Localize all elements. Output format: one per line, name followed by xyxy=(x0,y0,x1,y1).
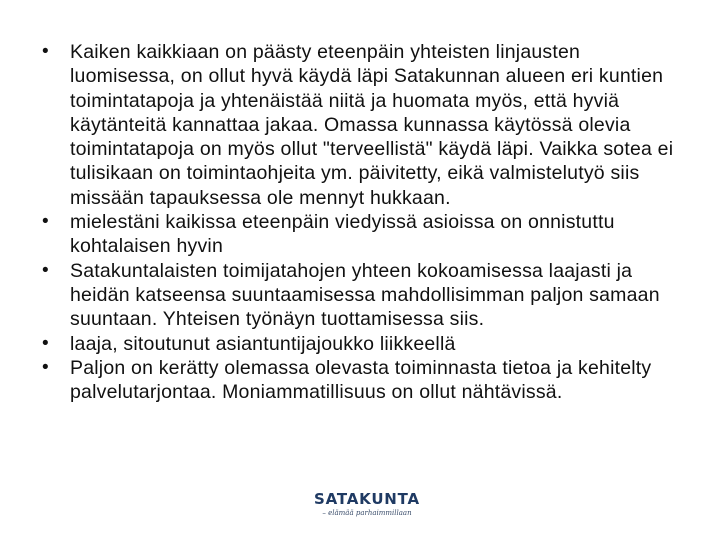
bullet-dot-icon: • xyxy=(42,41,49,62)
bullet-text: laaja, sitoutunut asiantuntijajoukko liikkeellä xyxy=(70,332,456,355)
bullet-text: Paljon on kerätty olemassa olevasta toiminnasta tietoa ja kehitelty palvelutarjontaa. Moniammatillisuus on ollut nähtävissä. xyxy=(70,356,652,404)
logo-tagline: – elämää parhaimmillaan xyxy=(322,509,412,517)
bullet-dot-icon: • xyxy=(42,211,49,233)
bullet-item xyxy=(42,259,682,332)
bullet-item xyxy=(42,40,682,210)
bullet-text: mielestäni kaikissa eteenpäin viedyissä asioissa on onnistuttu kohtalaisen hyvin xyxy=(70,211,615,258)
bullet-item xyxy=(42,332,682,356)
bullet-dot-icon: • xyxy=(42,259,49,281)
bullet-item xyxy=(42,356,682,405)
bullet-item xyxy=(42,210,682,259)
logo-wordmark: SATAKUNTA xyxy=(314,490,420,508)
bullet-text: Satakuntalaisten toimijatahojen yhteen kokoamisessa laajasti ja heidän katseensa suuntaamisessa mahdollisimman paljon samaan suuntaan. Yhteisen työnäyn tuottamisessa siis. xyxy=(70,259,660,331)
bullet-dot-icon: • xyxy=(42,356,49,378)
bullet-dot-icon: • xyxy=(42,332,49,354)
bullet-list xyxy=(42,40,682,404)
satakunta-logo xyxy=(312,490,422,518)
bullet-text: Kaiken kaikkiaan on päästy eteenpäin yhteisten linjausten luomisessa, on ollut hyvä käydä läpi Satakunnan alueen eri kuntien toimintatapoja ja yhtenäistää niitä ja huomata myös, että hyviä käytänteitä kannattaa jakaa. Omassa kunnassa käytössä olevia toimintatapoja on myös ollut "terveellistä" käydä läpi. Vaikka sotea ei tulisikaan on toimintaohjeita ym. päivitetty, eikä valmistelutyö siis missään tapauksessa ole mennyt hukkaan. xyxy=(70,41,674,209)
